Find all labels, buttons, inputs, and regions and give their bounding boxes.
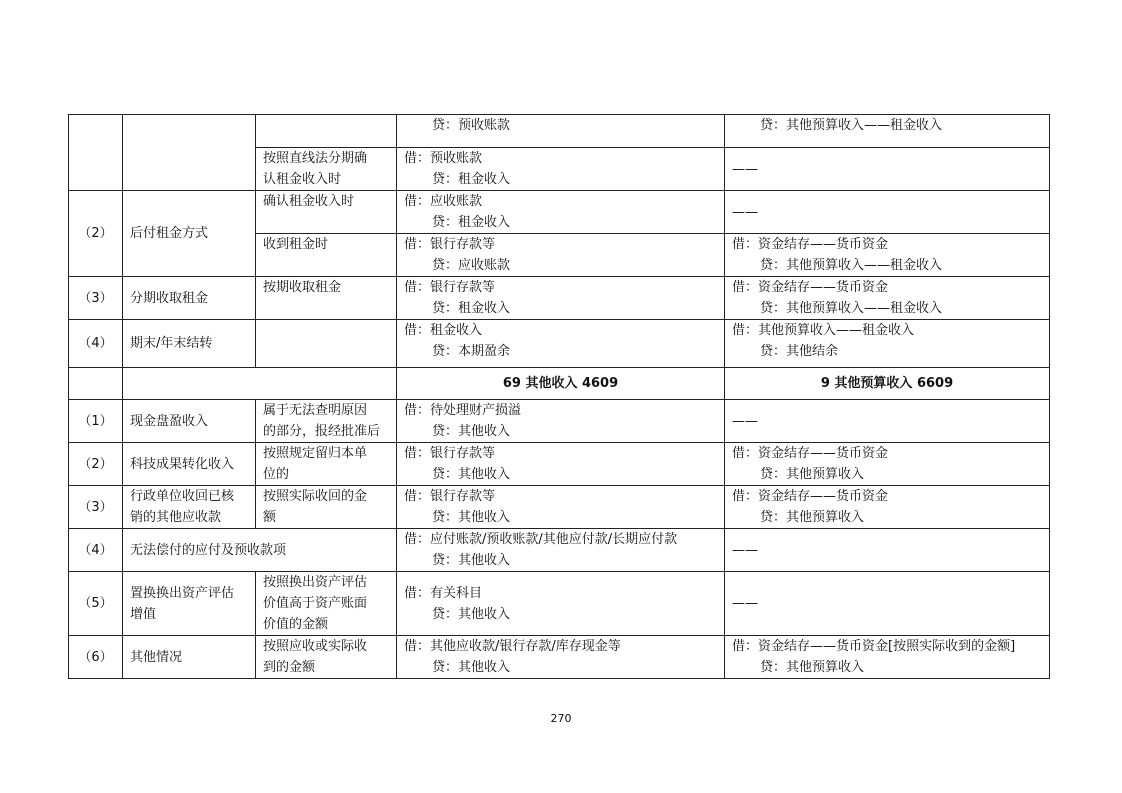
financial-account-title: 69 其他收入 4609 xyxy=(397,368,725,400)
budget-entry-cell: —— xyxy=(725,400,1050,443)
condition-cell xyxy=(256,115,397,148)
condition-line: 按照换出资产评估 xyxy=(263,575,368,590)
budget-entry-cell xyxy=(725,320,1050,368)
budget-account-title: 9 其他预算收入 6609 xyxy=(725,368,1050,400)
table-row xyxy=(69,529,1050,572)
credit-line: 贷：其他收入 xyxy=(432,606,511,622)
financial-entry-cell xyxy=(397,443,725,486)
financial-entry-cell xyxy=(397,148,725,191)
budget-entry-cell: —— xyxy=(725,572,1050,636)
condition-line: 的部分，报经批准后 xyxy=(263,424,381,439)
item-number-cell: （4） xyxy=(69,529,123,572)
debit-line: 借：资金结存——货币资金 xyxy=(732,237,889,252)
condition-line: 按照应收或实际收 xyxy=(263,639,368,654)
debit-line: 借：资金结存——货币资金 xyxy=(732,489,889,504)
financial-entry-cell xyxy=(397,636,725,679)
table-row xyxy=(69,115,1050,148)
credit-line: 贷：其他预算收入 xyxy=(760,660,865,675)
credit-line: 贷：应收账款 xyxy=(432,258,511,273)
condition-cell xyxy=(256,400,397,443)
budget-entry-cell xyxy=(725,636,1050,679)
item-number-cell: （3） xyxy=(69,277,123,320)
condition-line: 价值的金额 xyxy=(263,617,329,632)
condition-cell xyxy=(256,572,397,636)
credit-line: 贷：其他收入 xyxy=(432,553,511,568)
budget-entry-cell xyxy=(725,234,1050,277)
budget-entry-cell: —— xyxy=(725,148,1050,191)
item-number-cell: （1） xyxy=(69,400,123,443)
financial-entry-cell xyxy=(397,529,725,572)
item-number-cell: （5） xyxy=(69,572,123,636)
budget-entry-cell: —— xyxy=(725,529,1050,572)
condition-cell xyxy=(256,636,397,679)
credit-line: 贷：其他预算收入——租金收入 xyxy=(760,118,943,133)
credit-line: 贷：租金收入 xyxy=(432,301,511,316)
condition-cell xyxy=(256,148,397,191)
category-cell: 科技成果转化收入 xyxy=(123,443,256,486)
category-cell xyxy=(123,368,397,400)
debit-line: 借：银行存款等 xyxy=(404,280,496,295)
financial-entry-cell xyxy=(397,115,725,148)
debit-line: 借：资金结存——货币资金 xyxy=(732,446,889,461)
credit-line: 贷：其他预算收入 xyxy=(760,510,865,525)
budget-entry-cell xyxy=(725,115,1050,148)
table-row xyxy=(69,277,1050,320)
condition-line: 按照规定留归本单 xyxy=(263,446,368,461)
category-cell: 现金盘盈收入 xyxy=(123,400,256,443)
condition-line: 额 xyxy=(263,510,277,525)
item-number-cell: （4） xyxy=(69,320,123,368)
category-cell xyxy=(123,486,256,529)
credit-line: 贷：其他收入 xyxy=(432,424,511,439)
condition-cell: 按期收取租金 xyxy=(256,277,397,320)
credit-line: 贷：预收账款 xyxy=(432,118,511,133)
category-cell: 其他情况 xyxy=(123,636,256,679)
debit-line: 借：有关科目 xyxy=(404,585,483,601)
credit-line: 贷：租金收入 xyxy=(432,215,511,230)
condition-cell xyxy=(256,486,397,529)
table-row xyxy=(69,572,1050,636)
debit-line: 借：银行存款等 xyxy=(404,237,496,252)
item-number-cell xyxy=(69,368,123,400)
budget-entry-cell: —— xyxy=(725,191,1050,234)
table-row xyxy=(69,400,1050,443)
category-line: 行政单位收回已核 xyxy=(130,489,235,504)
item-number-cell: （2） xyxy=(69,191,123,277)
budget-entry-cell xyxy=(725,486,1050,529)
table-row xyxy=(69,486,1050,529)
condition-cell: 确认租金收入时 xyxy=(256,191,397,234)
credit-line: 贷：其他收入 xyxy=(432,510,511,525)
financial-entry-cell xyxy=(397,486,725,529)
credit-line: 贷：其他预算收入 xyxy=(760,467,865,482)
condition-cell xyxy=(256,320,397,368)
credit-line: 贷：其他结余 xyxy=(760,344,839,359)
condition-line: 位的 xyxy=(263,467,290,482)
debit-line: 借：银行存款等 xyxy=(404,446,496,461)
category-cell: 分期收取租金 xyxy=(123,277,256,320)
condition-line: 属于无法查明原因 xyxy=(263,403,368,418)
table-row xyxy=(69,443,1050,486)
category-line: 销的其他应收款 xyxy=(130,510,222,525)
debit-line: 借：其他预算收入——租金收入 xyxy=(732,323,915,338)
category-cell: 无法偿付的应付及预收款项 xyxy=(123,529,397,572)
financial-entry-cell xyxy=(397,572,725,636)
category-line: 置换换出资产评估 xyxy=(130,585,235,601)
credit-line: 贷：租金收入 xyxy=(432,172,511,187)
category-cell xyxy=(123,115,256,191)
credit-line: 贷：其他预算收入——租金收入 xyxy=(760,258,943,273)
section-header-row xyxy=(69,368,1050,400)
item-number-cell: （6） xyxy=(69,636,123,679)
condition-line: 按照直线法分期确 xyxy=(263,151,368,166)
budget-entry-cell xyxy=(725,443,1050,486)
page-number: 270 xyxy=(550,712,572,725)
credit-line: 贷：其他预算收入——租金收入 xyxy=(760,301,943,316)
financial-entry-cell xyxy=(397,400,725,443)
category-cell: 期末/年末结转 xyxy=(123,320,256,368)
table-row xyxy=(69,636,1050,679)
table-row xyxy=(69,191,1050,234)
financial-entry-cell xyxy=(397,191,725,234)
debit-line: 借：应付账款/预收账款/其他应付款/长期应付款 xyxy=(404,532,678,547)
debit-line: 借：资金结存——货币资金 xyxy=(732,280,889,295)
category-line: 增值 xyxy=(130,606,157,622)
credit-line: 贷：本期盈余 xyxy=(432,344,511,359)
condition-cell: 收到租金时 xyxy=(256,234,397,277)
item-number-cell: （3） xyxy=(69,486,123,529)
financial-entry-cell xyxy=(397,277,725,320)
condition-line: 到的金额 xyxy=(263,660,316,675)
condition-line: 价值高于资产账面 xyxy=(263,596,368,611)
credit-line: 贷：其他收入 xyxy=(432,660,511,675)
accounting-entries-table xyxy=(68,114,1050,679)
item-number-cell: （2） xyxy=(69,443,123,486)
financial-entry-cell xyxy=(397,234,725,277)
budget-entry-cell xyxy=(725,277,1050,320)
debit-line: 借：其他应收款/银行存款/库存现金等 xyxy=(404,639,621,654)
condition-cell xyxy=(256,443,397,486)
category-cell: 后付租金方式 xyxy=(123,191,256,277)
category-cell xyxy=(123,572,256,636)
item-number-cell xyxy=(69,115,123,191)
table-row xyxy=(69,320,1050,368)
condition-line: 认租金收入时 xyxy=(263,172,342,187)
credit-line: 贷：其他收入 xyxy=(432,467,511,482)
financial-entry-cell xyxy=(397,320,725,368)
debit-line: 借：资金结存——货币资金[按照实际收到的金额] xyxy=(732,639,1016,654)
debit-line: 借：预收账款 xyxy=(404,151,483,166)
condition-line: 按照实际收回的金 xyxy=(263,489,368,504)
debit-line: 借：银行存款等 xyxy=(404,489,496,504)
debit-line: 借：待处理财产损溢 xyxy=(404,403,522,418)
debit-line: 借：租金收入 xyxy=(404,323,483,338)
debit-line: 借：应收账款 xyxy=(404,194,483,209)
